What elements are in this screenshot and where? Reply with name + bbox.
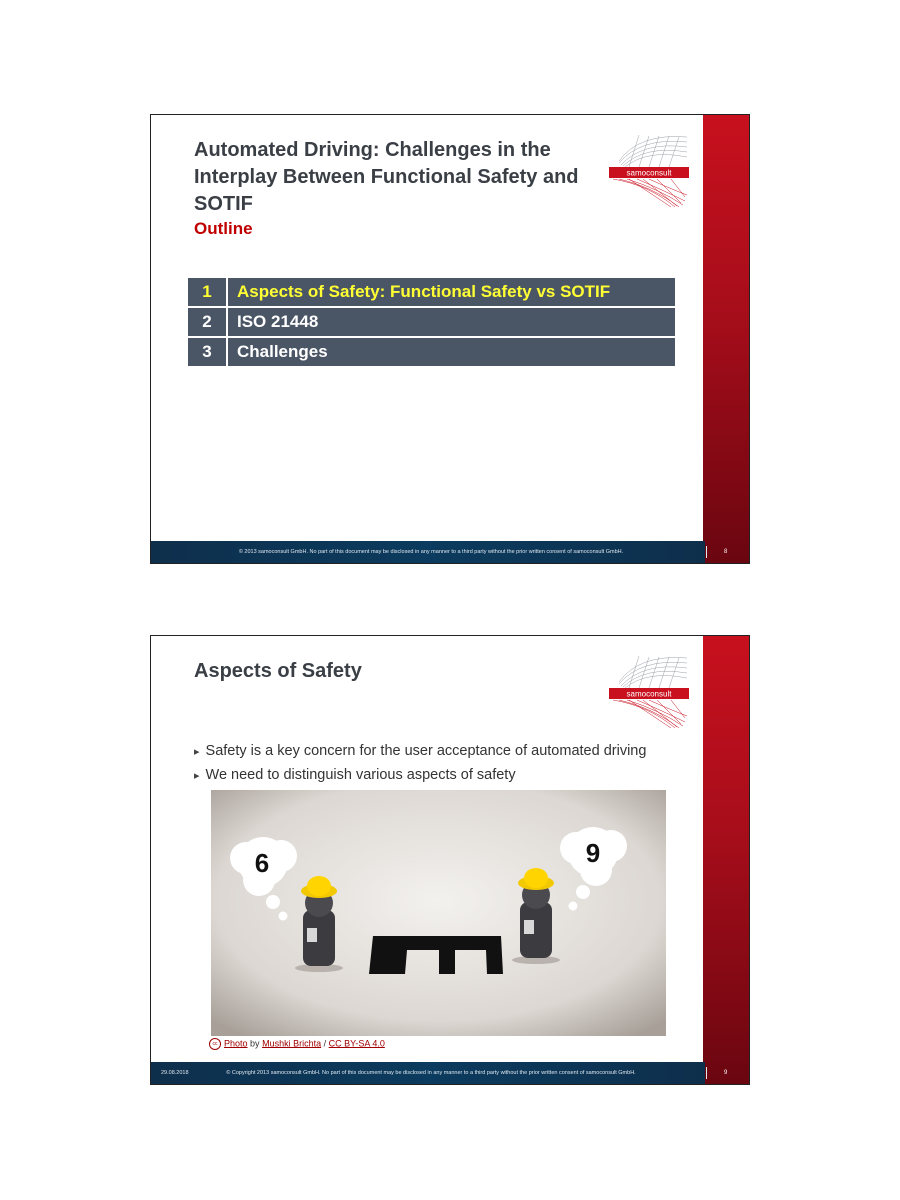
slide-footer (151, 1062, 728, 1084)
outline-number: 3 (188, 337, 227, 367)
footer-separator (706, 546, 707, 558)
page-number: 9 (724, 1070, 728, 1076)
photo-credit (209, 1038, 385, 1050)
credit-separator: / (323, 1038, 327, 1049)
license-link[interactable]: CC BY-SA 4.0 (328, 1038, 385, 1049)
author-link[interactable]: Mushki Brichta (262, 1038, 322, 1049)
bullet-item: ▸ Safety is a key concern for the user acceptance of automated driving (194, 740, 646, 764)
footer-copyright: © Copyright 2013 samoconsult GmbH. No part of this document may be disclosed in any manner to a third party without the prior written consent of samoconsult GmbH. (226, 1070, 636, 1076)
slide-title: Aspects of Safety (194, 660, 362, 682)
outline-number: 1 (188, 278, 227, 307)
footer-copyright: © 2013 samoconsult GmbH. No part of this document may be disclosed in any manner to a third party without the prior written consent of samoconsult GmbH. (238, 549, 624, 555)
outline-text: ISO 21448 (227, 307, 675, 337)
footer-date: 29.08.2018 (161, 1070, 189, 1076)
samoconsult-logo (609, 654, 689, 730)
outline-row[interactable] (188, 307, 675, 337)
slide-aspects-of-safety (150, 635, 750, 1085)
logo-wordmark: samoconsult (626, 689, 672, 699)
title-text: Automated Driving: Challenges in the Interplay Between Functional Safety and SOTIF (194, 139, 579, 215)
samoconsult-logo (609, 133, 689, 209)
slide-title (194, 137, 604, 240)
bullet-list (194, 740, 646, 788)
outline-row[interactable] (188, 337, 675, 367)
footer-separator (706, 1067, 707, 1079)
right-number: 9 (585, 838, 601, 868)
slide-footer (151, 541, 728, 563)
page-number: 8 (724, 549, 728, 555)
photo-link[interactable]: Photo (224, 1038, 248, 1049)
red-sidebar (703, 115, 749, 563)
slide-outline (150, 114, 750, 564)
outline-row[interactable] (188, 278, 675, 307)
cc-icon: cc (209, 1038, 221, 1050)
bullet-item: ▸ We need to distinguish various aspects of safety (194, 764, 646, 788)
outline-text: Challenges (227, 337, 675, 367)
red-sidebar (703, 636, 749, 1084)
slide-subtitle: Outline (194, 219, 253, 238)
outline-number: 2 (188, 307, 227, 337)
logo-wordmark: samoconsult (626, 168, 672, 178)
outline-text: Aspects of Safety: Functional Safety vs SOTIF (227, 278, 675, 307)
credit-by: by (250, 1038, 260, 1049)
left-number: 6 (254, 848, 270, 878)
photo-six-or-nine (211, 790, 666, 1036)
outline-table (188, 278, 675, 368)
